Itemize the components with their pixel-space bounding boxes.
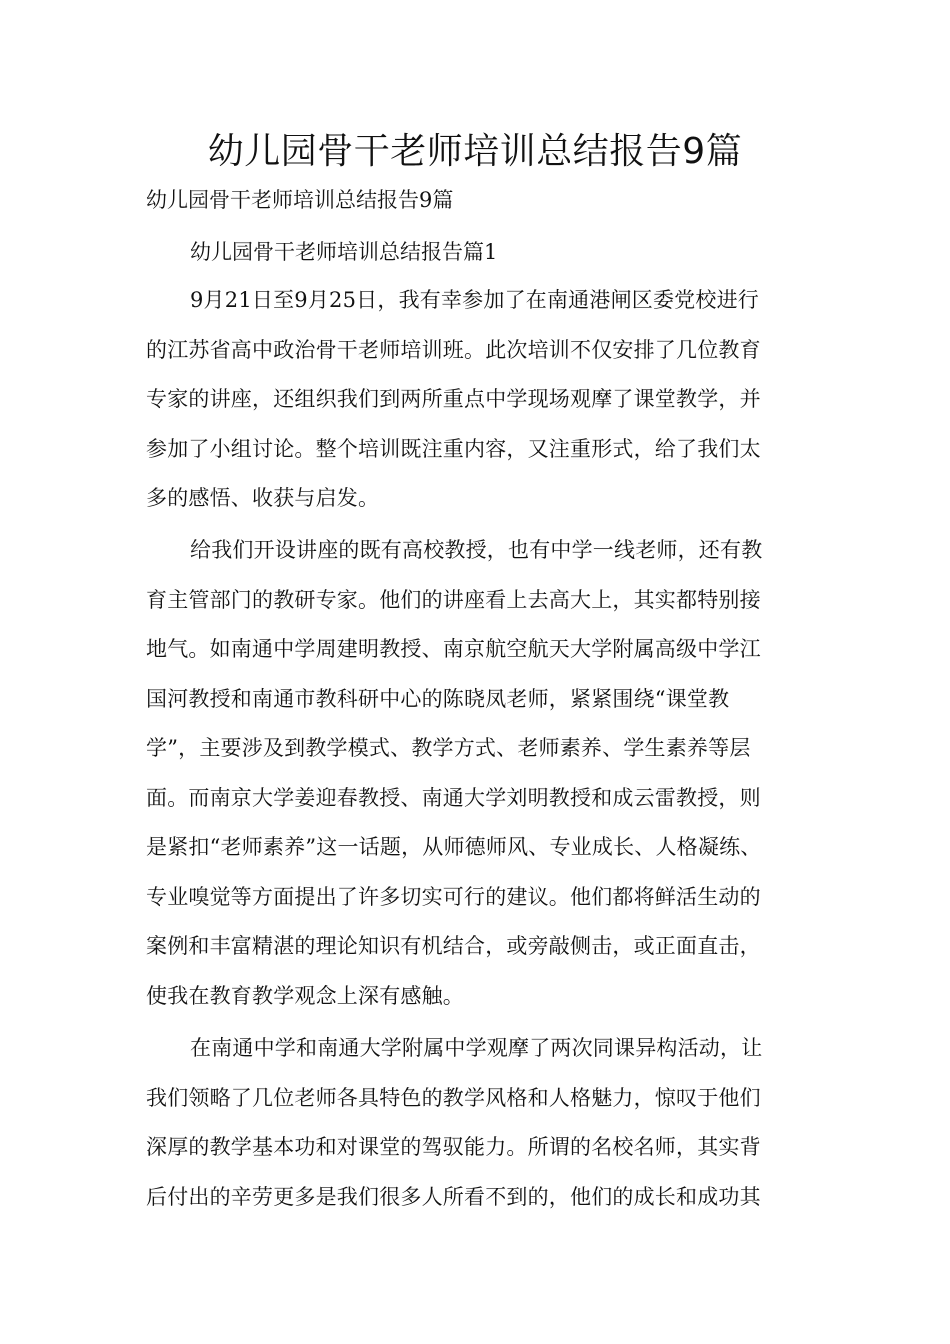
paragraph-line: 学”，主要涉及到教学模式、教学方式、老师素养、学生素养等层 <box>146 736 751 760</box>
paragraph-line: 在南通中学和南通大学附属中学观摩了两次同课异构活动，让 <box>190 1036 763 1060</box>
paragraph-line: 使我在教育教学观念上深有感触。 <box>146 983 464 1008</box>
section-heading: 幼儿园骨干老师培训总结报告篇1 <box>190 240 498 264</box>
paragraph-line: 多的感悟、收获与启发。 <box>146 486 380 510</box>
paragraph-line: 深厚的教学基本功和对课堂的驾驭能力。所谓的名校名师，其实背 <box>146 1135 761 1159</box>
paragraph-line: 案例和丰富精湛的理论知识有机结合，或旁敲侧击，或正面直击， <box>146 934 761 958</box>
paragraph-line: 育主管部门的教研专家。他们的讲座看上去高大上，其实都特别接 <box>146 587 761 612</box>
paragraph-3 <box>146 1024 836 1222</box>
paragraph-line: 后付出的辛劳更多是我们很多人所看不到的，他们的成长和成功其 <box>146 1184 761 1209</box>
paragraph-line: 参加了小组讨论。整个培训既注重内容，又注重形式，给了我们太 <box>146 436 761 461</box>
paragraph-line: 的江苏省高中政治骨干老师培训班。此次培训不仅安排了几位教育 <box>146 337 761 362</box>
paragraph-1 <box>146 276 836 524</box>
paragraph-line: 专家的讲座，还组织我们到两所重点中学现场观摩了课堂教学，并 <box>146 387 761 411</box>
paragraph-line: 给我们开设讲座的既有高校教授，也有中学一线老师，还有教 <box>190 538 763 562</box>
paragraph-line: 面。而南京大学姜迎春教授、南通大学刘明教授和成云雷教授，则 <box>146 785 761 810</box>
document-subtitle: 幼儿园骨干老师培训总结报告9篇 <box>146 188 454 212</box>
paragraph-line: 专业嗅觉等方面提出了许多切实可行的建议。他们都将鲜活生动的 <box>146 884 761 909</box>
paragraph-2 <box>146 526 836 1021</box>
paragraph-line: 国河教授和南通市教科研中心的陈晓凤老师，紧紧围绕“课堂教 <box>146 686 730 711</box>
paragraph-line: 9月21日至9月25日，我有幸参加了在南通港闸区委党校进行 <box>190 288 759 312</box>
paragraph-line: 地气。如南通中学周建明教授、南京航空航天大学附属高级中学江 <box>146 637 761 661</box>
document-title: 幼儿园骨干老师培训总结报告9篇 <box>207 131 743 172</box>
paragraph-line: 是紧扣“老师素养”这一话题，从师德师风、专业成长、人格凝练、 <box>146 835 762 859</box>
paragraph-line: 我们领略了几位老师各具特色的教学风格和人格魅力，惊叹于他们 <box>146 1085 761 1110</box>
